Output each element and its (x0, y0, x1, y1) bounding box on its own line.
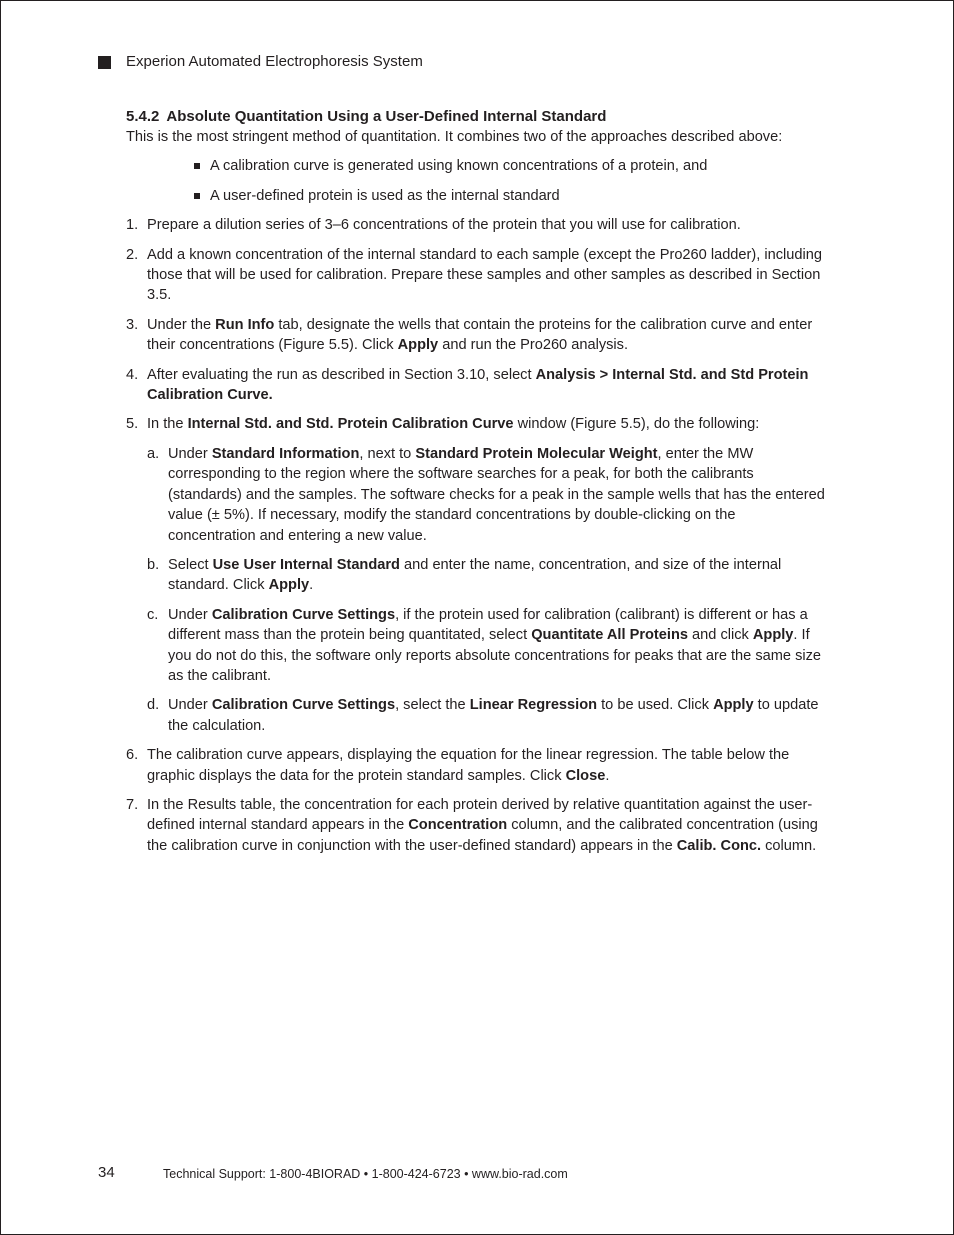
step-text: Add a known concentration of the internal standard to each sample (except the Pro260 ladder), including those that will be used for calibration. Prepare these samples and other samples as described in Section 3.5. (147, 246, 822, 304)
ui-term-standard-information: Standard Information (211, 445, 360, 462)
step-5 (126, 414, 826, 736)
ui-term-apply: Apply (268, 577, 310, 594)
substep-a (147, 444, 826, 546)
step-text: Under (168, 697, 212, 714)
ui-term-apply: Apply (713, 697, 754, 714)
ui-term-menu-path: Analysis > Internal Std. and Std Protein Calibration Curve. (147, 366, 809, 404)
step-text: to update the calculation. (168, 697, 819, 734)
ui-term-concentration: Concentration (408, 817, 508, 834)
step-text: The calibration curve appears, displaying the equation for the linear regression. The table below the graphic displays the data for the protein standard samples. Click (147, 747, 790, 784)
step-text: . (309, 577, 314, 594)
section-number: 5.4.2 (126, 108, 160, 125)
page-number: 34 (98, 1164, 115, 1181)
bullet-list (126, 156, 826, 206)
step-text: After evaluating the run as described in Section 3.10, select (147, 366, 536, 383)
step-list (126, 215, 826, 856)
section-intro: This is the most stringent method of quantitation. It combines two of the approaches described above: (126, 129, 783, 145)
footer-support: Technical Support: 1-800-4BIORAD • 1-800-424-6723 • www.bio-rad.com (163, 1167, 568, 1181)
step-text: Under (168, 445, 212, 462)
main-content (126, 107, 826, 865)
step-6 (126, 745, 826, 786)
ui-term-use-user-internal-standard: Use User Internal Standard (212, 556, 400, 573)
substep-letter: c. (147, 606, 159, 623)
step-number: 2. (126, 246, 139, 263)
step-text: In the Results table, the concentration for each protein derived by relative quantitation against the user-defined internal standard appears in the (147, 796, 813, 834)
step-text: , enter the MW corresponding to the region where the software searches for a peak, for both the calibrants (standards) and the samples. The software checks for a peak in the sample wells that has the entered value (± 5%). If necessary, modify the standard concentrations by double-clicking on the concentration and entering a new value. (168, 445, 825, 544)
step-number: 1. (126, 217, 139, 234)
step-text: . If you do not do this, the software only reports absolute concentrations for peaks that are the same size as the calibrant. (168, 627, 822, 684)
step-text: Select (168, 556, 213, 573)
step-text: column. (761, 837, 817, 854)
step-text: to be used. Click (597, 697, 714, 714)
ui-term-close: Close (565, 767, 606, 784)
step-number: 6. (126, 747, 139, 764)
ui-term-window-name: Internal Std. and Std. Protein Calibration Curve (187, 416, 514, 433)
step-number: 5. (126, 416, 139, 433)
step-text: and click (687, 627, 753, 644)
step-text: Under (168, 606, 212, 623)
step-3 (126, 315, 826, 356)
bullet-item: A user-defined protein is used as the internal standard (210, 186, 826, 206)
step-text: tab, designate the wells that contain the proteins for the calibration curve and enter their concentrations (Figure 5.5). Click (147, 316, 813, 354)
header-title: Experion Automated Electrophoresis System (126, 53, 423, 70)
step-text: Under the (147, 316, 216, 333)
substep-letter: d. (147, 697, 160, 714)
bullet-item: A calibration curve is generated using known concentrations of a protein, and (210, 156, 826, 176)
ui-term-calib-conc: Calib. Conc. (676, 837, 762, 854)
step-text: and run the Pro260 analysis. (438, 337, 629, 354)
section-heading (126, 107, 826, 127)
step-text: Prepare a dilution series of 3–6 concentrations of the protein that you will use for calibration. (147, 217, 741, 234)
step-text: and enter the name, concentration, and size of the internal standard. Click (168, 556, 782, 594)
ui-term-run-info: Run Info (215, 316, 275, 333)
ui-term-calibration-curve-settings: Calibration Curve Settings (211, 697, 396, 714)
step-text: In the (147, 416, 188, 433)
header-square-icon (98, 56, 111, 69)
ui-term-standard-protein-mw: Standard Protein Molecular Weight (415, 445, 658, 462)
step-text: , if the protein used for calibration (calibrant) is different or has a different mass than the protein being quantitated, select (168, 606, 808, 644)
section-title: Absolute Quantitation Using a User-Defined Internal Standard (166, 108, 607, 125)
step-text: column, and the calibrated concentration (using the calibration curve in conjunction with the user-defined standard) appears in the (147, 817, 818, 854)
ui-term-calibration-curve-settings: Calibration Curve Settings (211, 606, 396, 623)
substep-d (147, 695, 826, 736)
ui-term-apply: Apply (397, 337, 439, 354)
step-number: 4. (126, 366, 139, 383)
step-number: 7. (126, 796, 139, 813)
substep-letter: a. (147, 445, 160, 462)
step-2 (126, 245, 826, 306)
ui-term-linear-regression: Linear Regression (469, 697, 598, 714)
step-1 (126, 215, 826, 235)
substep-c (147, 605, 826, 687)
substep-list (147, 444, 826, 736)
step-text: . (605, 767, 610, 784)
step-text: , next to (359, 445, 416, 462)
substep-b (147, 555, 826, 596)
step-number: 3. (126, 316, 139, 333)
step-7 (126, 795, 826, 856)
step-text: window (Figure 5.5), do the following: (513, 416, 760, 433)
step-text: , select the (395, 697, 470, 714)
ui-term-apply: Apply (752, 627, 794, 644)
substep-letter: b. (147, 556, 160, 573)
ui-term-quantitate-all-proteins: Quantitate All Proteins (531, 627, 688, 644)
step-4 (126, 365, 826, 406)
